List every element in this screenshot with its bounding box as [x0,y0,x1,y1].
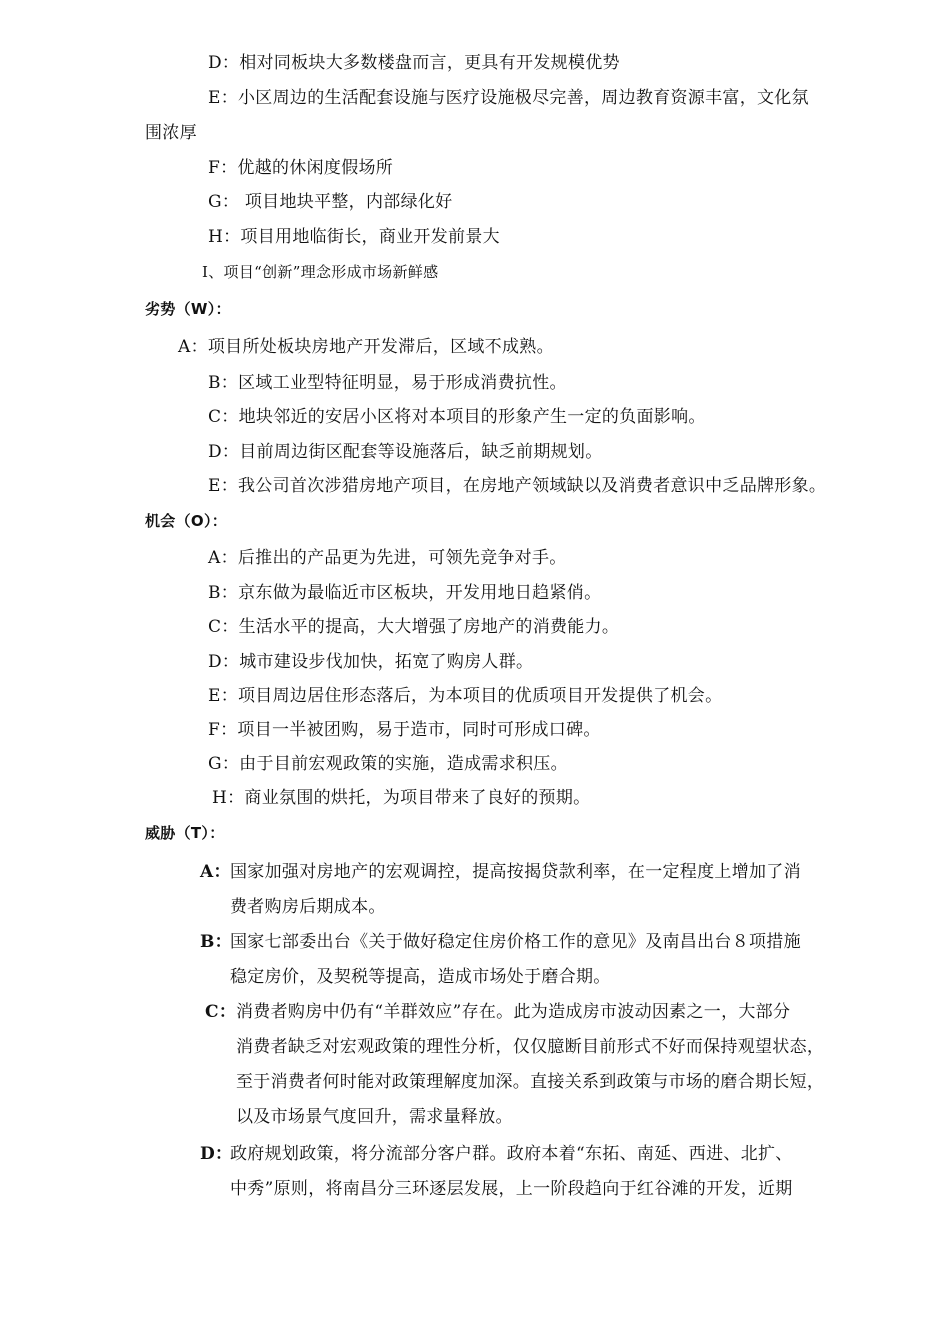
threat-item-c-line4: 以及市场景气度回升，需求量释放。 [236,1107,513,1127]
strength-item-h: H：项目用地临街长，商业开发前景大 [208,227,500,247]
threat-item-c-line2: 消费者缺乏对宏观政策的理性分析，仅仅臆断目前形式不好而保持观望状态， [236,1037,825,1057]
threat-item-c-line1: 消费者购房中仍有“羊群效应”存在。此为造成房市波动因素之一，大部分 [236,1002,791,1022]
threat-item-c-line3: 至于消费者何时能对政策理解度加深。直接关系到政策与市场的磨合期长短， [236,1072,825,1092]
threat-a-marker: A： [200,862,231,882]
threat-item-d-line2: 中秀”原则，将南昌分三环逐层发展，上一阶段趋向于红谷滩的开发，近期 [230,1179,793,1199]
threat-item-d-line1: 政府规划政策，将分流部分客户群。政府本着“东拓、南延、西进、北扩、 [230,1144,793,1164]
opportunity-item-f: F：项目一半被团购，易于造市，同时可形成口碑。 [208,720,601,740]
opportunities-heading: 机会（O）： [145,512,228,530]
threat-item-b-line1: 国家七部委出台《关于做好稳定住房价格工作的意见》及南昌出台８项措施 [230,932,801,952]
threats-heading: 威胁（T）： [145,824,225,842]
strength-item-i: I、项目“创新”理念形成市场新鲜感 [202,263,439,281]
opportunity-item-e: E：项目周边居住形态落后，为本项目的优质项目开发提供了机会。 [208,686,723,706]
strength-item-g: G： 项目地块平整，内部绿化好 [208,192,453,212]
threat-item-a-line2: 费者购房后期成本。 [230,897,386,917]
threat-item-a-line1: 国家加强对房地产的宏观调控，提高按揭贷款利率，在一定程度上增加了消 [230,862,801,882]
opportunity-item-c: C：生活水平的提高，大大增强了房地产的消费能力。 [208,617,620,637]
strength-item-d: D：相对同板块大多数楼盘而言，更具有开发规模优势 [208,53,620,73]
opportunity-item-d: D：城市建设步伐加快，拓宽了购房人群。 [208,652,534,672]
opportunity-item-h: H：商业氛围的烘托，为项目带来了良好的预期。 [212,788,591,808]
weakness-item-d: D：目前周边街区配套等设施落后，缺乏前期规划。 [208,442,603,462]
weakness-item-b: B：区域工业型特征明显，易于形成消费抗性。 [208,373,567,393]
weakness-item-e: E：我公司首次涉猎房地产项目，在房地产领域缺以及消费者意识中乏品牌形象。 [208,476,827,496]
threat-item-b-line2: 稳定房价，及契税等提高，造成市场处于磨合期。 [230,967,611,987]
threat-d-marker: D： [200,1144,233,1164]
opportunity-item-b: B：京东做为最临近市区板块，开发用地日趋紧俏。 [208,583,602,603]
strength-item-e-line1: E：小区周边的生活配套设施与医疗设施极尽完善，周边教育资源丰富，文化氛 [208,88,809,108]
weakness-item-a: A：项目所处板块房地产开发滞后，区域不成熟。 [178,337,554,357]
opportunity-item-a: A：后推出的产品更为先进，可领先竞争对手。 [208,548,567,568]
opportunity-item-g: G：由于目前宏观政策的实施，造成需求积压。 [208,754,568,774]
threat-c-marker: C： [205,1002,237,1022]
threat-b-marker: B： [200,932,232,952]
strength-item-f: F：优越的休闲度假场所 [208,158,394,178]
strength-item-e-line2: 围浓厚 [145,123,197,143]
weakness-item-c: C：地块邻近的安居小区将对本项目的形象产生一定的负面影响。 [208,407,706,427]
weaknesses-heading: 劣势（W）： [145,300,231,318]
